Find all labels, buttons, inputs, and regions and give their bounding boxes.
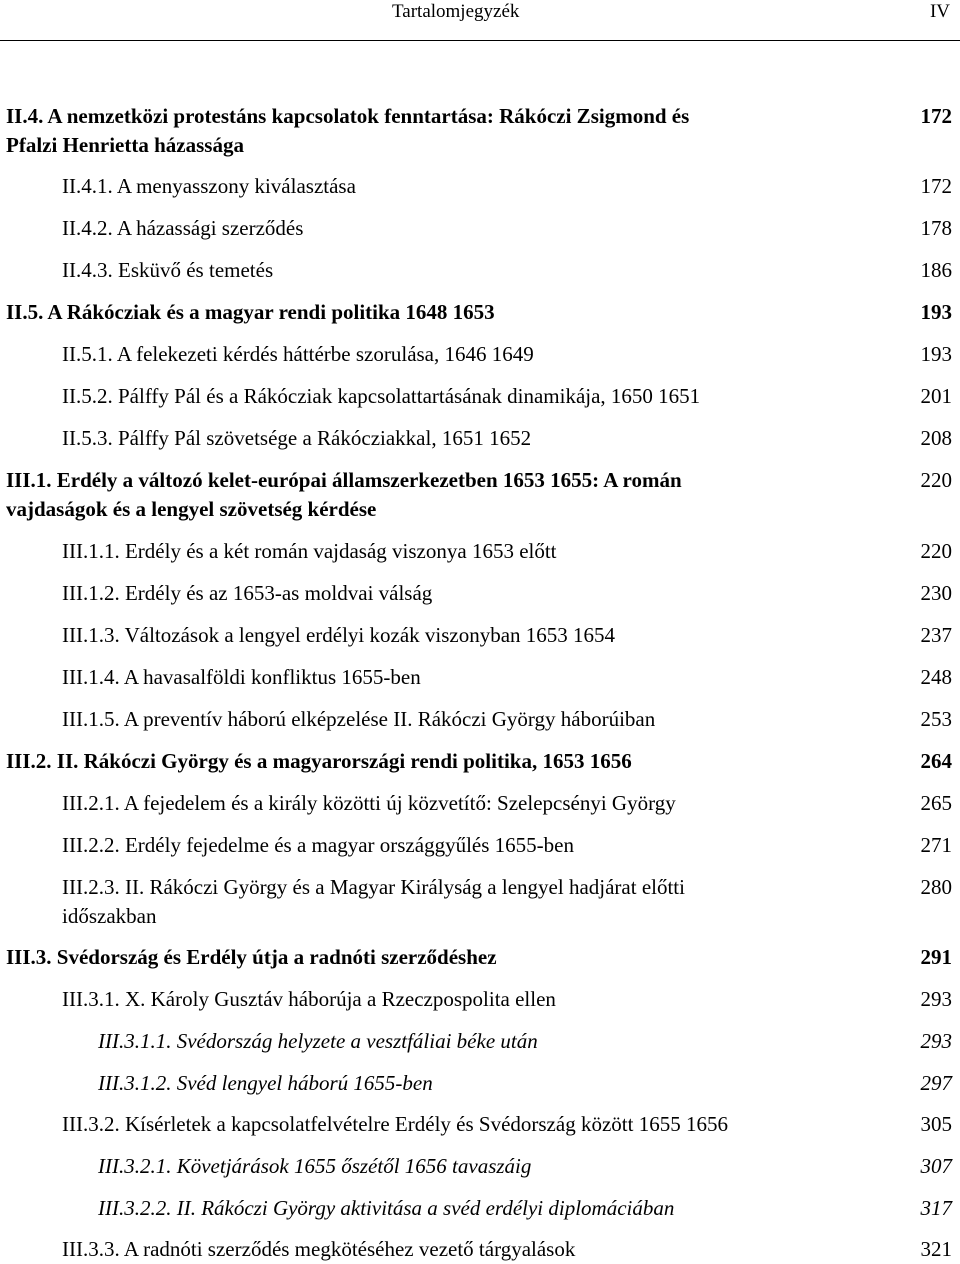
- toc-entry-page: 193: [920, 342, 952, 366]
- toc-entry-title: II.4.2. A házassági szerződés: [62, 216, 304, 240]
- toc-entry-title: III.1.2. Erdély és az 1653-as moldvai válság: [62, 581, 433, 605]
- toc-entry-title: III.3.1.1. Svédország helyzete a vesztfáliai béke után: [98, 1029, 538, 1053]
- toc-entry-page: 280: [920, 875, 952, 899]
- toc-entry-page: 293: [920, 987, 952, 1011]
- toc-entry-title-continued: Pfalzi Henrietta házassága: [6, 133, 244, 157]
- toc-entry-title: III.3.3. A radnóti szerződés megkötéséhez vezető tárgyalások: [62, 1237, 576, 1261]
- header-title: Tartalomjegyzék: [392, 1, 520, 22]
- toc-entry-title: II.5. A Rákócziak és a magyar rendi politika 1648 1653: [6, 300, 495, 324]
- toc-entry-title: II.5.2. Pálffy Pál és a Rákócziak kapcsolattartásának dinamikája, 1650 1651: [62, 384, 701, 408]
- toc-entry-title: II.4.1. A menyasszony kiválasztása: [62, 174, 356, 198]
- toc-entry-title: III.3. Svédország és Erdély útja a radnóti szerződéshez: [6, 945, 497, 969]
- toc-entry-title: III.1.5. A preventív háború elképzelése II. Rákóczi György háborúiban: [62, 707, 656, 731]
- toc-entry-title-continued: vajdaságok és a lengyel szövetség kérdése: [6, 497, 377, 521]
- toc-entry-title: III.1.3. Változások a lengyel erdélyi kozák viszonyban 1653 1654: [62, 623, 616, 647]
- toc-entry-title: III.3.2.2. II. Rákóczi György aktivitása a svéd erdélyi diplomáciában: [98, 1196, 675, 1220]
- toc-entry-title: III.2.3. II. Rákóczi György és a Magyar Királyság a lengyel hadjárat előtti: [62, 875, 685, 899]
- toc-entry-title: III.2.2. Erdély fejedelme és a magyar országgyűlés 1655-ben: [62, 833, 574, 857]
- toc-entry-page: 208: [920, 426, 952, 450]
- toc-entry-page: 291: [920, 945, 952, 969]
- toc-entry-page: 297: [920, 1071, 952, 1095]
- toc-entry-title: III.1.4. A havasalföldi konfliktus 1655-ben: [62, 665, 421, 689]
- page-header: [0, 0, 960, 41]
- header-page-number: IV: [929, 1, 950, 22]
- toc-entry-page: 178: [920, 216, 952, 240]
- toc-entry-title: II.5.1. A felekezeti kérdés háttérbe szorulása, 1646 1649: [62, 342, 534, 366]
- toc-entry-page: 321: [920, 1237, 952, 1261]
- toc-entry-page: 220: [920, 468, 952, 492]
- toc-entry-title-continued: időszakban: [62, 904, 157, 928]
- toc-entry-page: 293: [920, 1029, 952, 1053]
- toc-entry-title: III.1. Erdély a változó kelet-európai államszerkezetben 1653 1655: A román: [6, 468, 682, 492]
- toc-entry-title: II.4. A nemzetközi protestáns kapcsolatok fenntartása: Rákóczi Zsigmond és: [6, 104, 690, 128]
- toc-entry-title: II.4.3. Esküvő és temetés: [62, 258, 274, 282]
- toc-entry-page: 172: [920, 104, 952, 128]
- toc-entry-title: III.3.2.1. Követjárások 1655 őszétől 1656 tavaszáig: [98, 1154, 532, 1178]
- toc-entry-page: 253: [920, 707, 952, 731]
- toc-entry-page: 265: [920, 791, 952, 815]
- toc-entry-page: 248: [920, 665, 952, 689]
- toc-entry-page: 186: [920, 258, 952, 282]
- toc-entry-title: III.1.1. Erdély és a két román vajdaság viszonya 1653 előtt: [62, 539, 557, 563]
- toc-entry-title: III.3.1.2. Svéd lengyel háború 1655-ben: [98, 1071, 433, 1095]
- toc-entry-page: 230: [920, 581, 952, 605]
- toc-entry-title: III.3.1. X. Károly Gusztáv háborúja a Rzeczpospolita ellen: [62, 987, 556, 1011]
- toc-entry-page: 201: [920, 384, 952, 408]
- toc-entry-title: III.3.2. Kísérletek a kapcsolatfelvételre Erdély és Svédország között 1655 1656: [62, 1112, 728, 1136]
- toc-entry-page: 317: [920, 1196, 952, 1220]
- toc-entry-page: 220: [920, 539, 952, 563]
- toc-entry-page: 307: [920, 1154, 952, 1178]
- toc-entry-page: 172: [920, 174, 952, 198]
- toc-entry-title: III.2. II. Rákóczi György és a magyarországi rendi politika, 1653 1656: [6, 749, 632, 773]
- toc-entry-page: 237: [920, 623, 952, 647]
- toc-entry-page: 264: [920, 749, 952, 773]
- toc-entry-page: 271: [920, 833, 952, 857]
- toc-entry-title: III.2.1. A fejedelem és a király közötti új közvetítő: Szelepcsényi György: [62, 791, 676, 815]
- toc-entry-title: II.5.3. Pálffy Pál szövetsége a Rákócziakkal, 1651 1652: [62, 426, 532, 450]
- toc-entry-page: 193: [920, 300, 952, 324]
- toc-entry-page: 305: [920, 1112, 952, 1136]
